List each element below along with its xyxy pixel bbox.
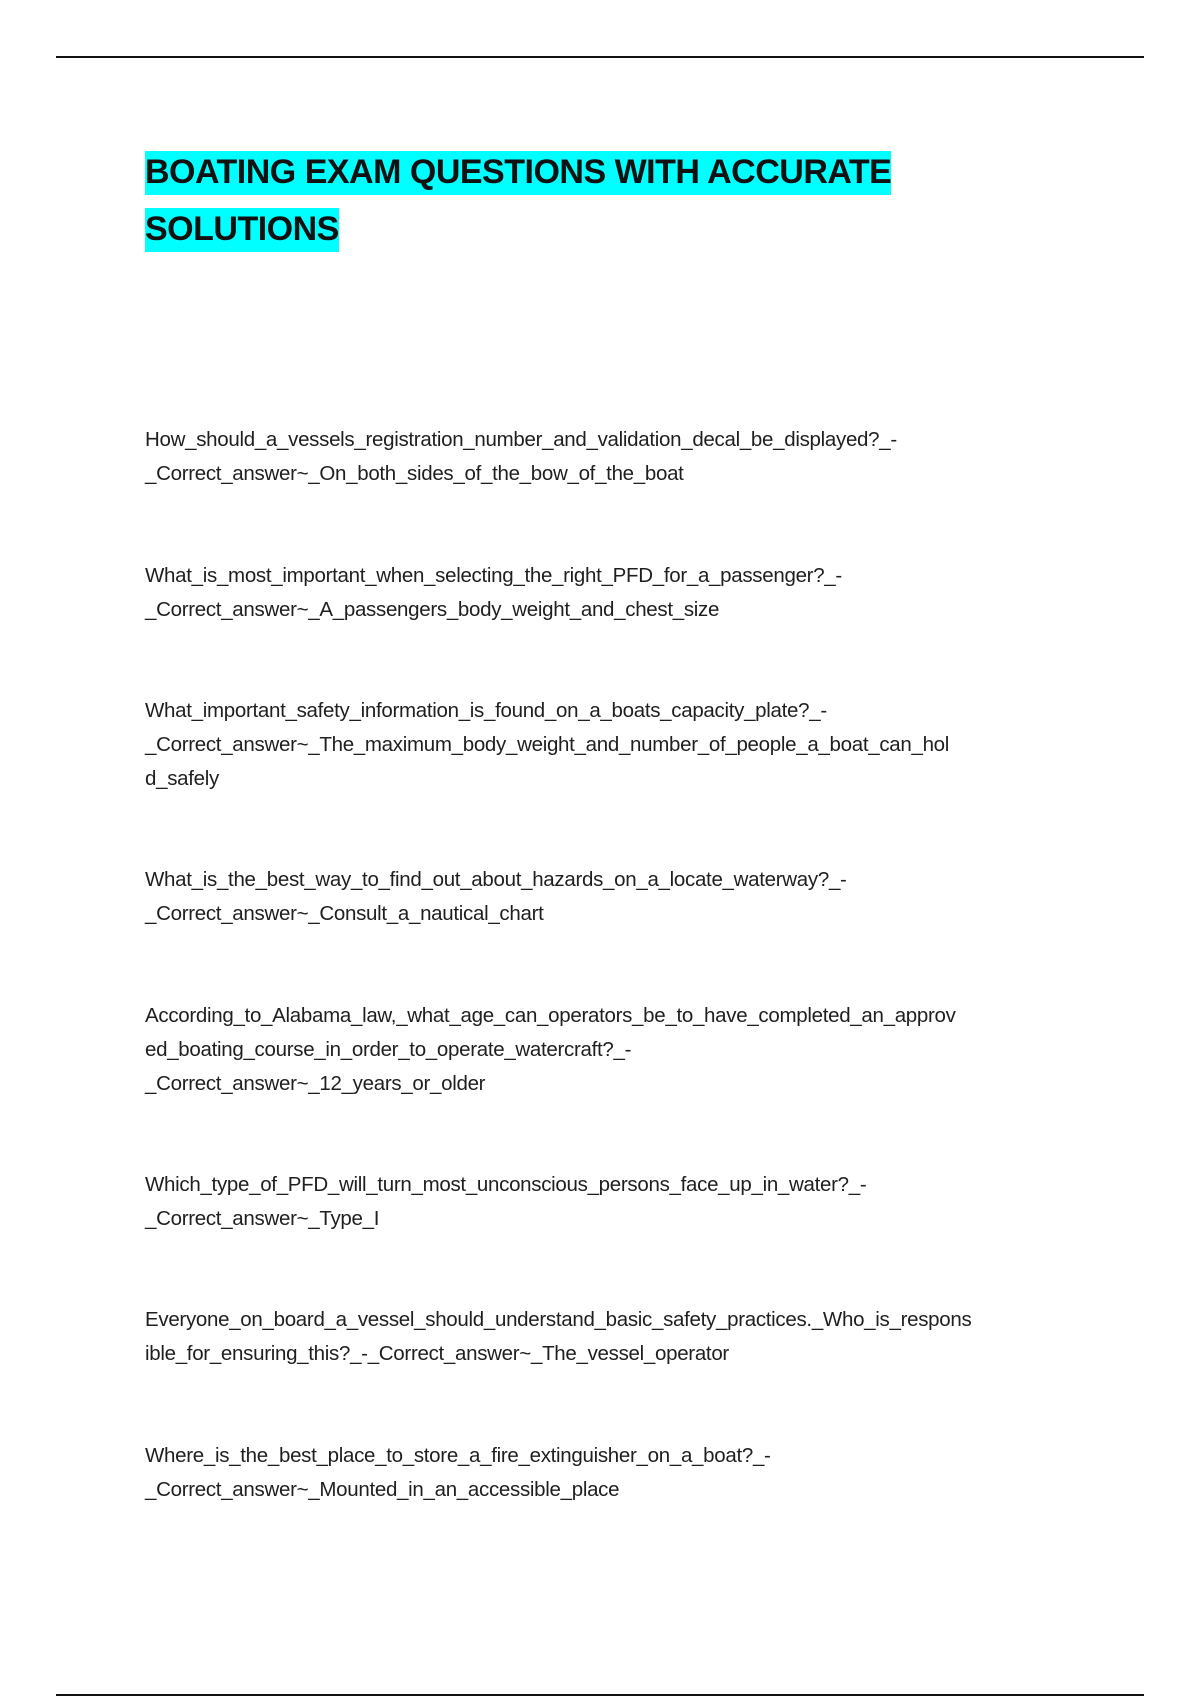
qa-line: d_safely — [145, 767, 219, 790]
qa-item-6 — [145, 1168, 1065, 1236]
qa-line: _Correct_answer~_Mounted_in_an_accessible_place — [145, 1478, 620, 1501]
qa-item-2 — [145, 559, 1065, 627]
qa-line: Which_type_of_PFD_will_turn_most_unconscious_persons_face_up_in_water?_- — [145, 1173, 867, 1196]
qa-line: _Correct_answer~_Type_I — [145, 1207, 380, 1230]
qa-item-7 — [145, 1303, 1065, 1371]
qa-item-4 — [145, 863, 1065, 931]
qa-line: What_important_safety_information_is_found_on_a_boats_capacity_plate?_- — [145, 699, 827, 722]
qa-line: ed_boating_course_in_order_to_operate_watercraft?_- — [145, 1038, 632, 1061]
title-line-2: SOLUTIONS — [145, 208, 339, 252]
qa-line: What_is_most_important_when_selecting_the_right_PFD_for_a_passenger?_- — [145, 564, 842, 587]
qa-line: What_is_the_best_way_to_find_out_about_hazards_on_a_locate_waterway?_- — [145, 868, 847, 891]
qa-item-1 — [145, 423, 1065, 491]
qa-line: _Correct_answer~_A_passengers_body_weight_and_chest_size — [145, 598, 720, 621]
qa-line: _Correct_answer~_Consult_a_nautical_chart — [145, 902, 544, 925]
qa-line: Where_is_the_best_place_to_store_a_fire_extinguisher_on_a_boat?_- — [145, 1444, 771, 1467]
qa-line: Everyone_on_board_a_vessel_should_understand_basic_safety_practices._Who_is_respons — [145, 1308, 972, 1331]
title-line-1: BOATING EXAM QUESTIONS WITH ACCURATE — [145, 151, 891, 195]
qa-line: ible_for_ensuring_this?_-_Correct_answer~_The_vessel_operator — [145, 1342, 729, 1365]
qa-item-8 — [145, 1439, 1065, 1507]
qa-item-5 — [145, 999, 1065, 1101]
qa-line: How_should_a_vessels_registration_number_and_validation_decal_be_displayed?_- — [145, 428, 897, 451]
top-rule — [56, 56, 1144, 58]
bottom-rule — [56, 1694, 1144, 1696]
qa-line: _Correct_answer~_The_maximum_body_weight_and_number_of_people_a_boat_can_hol — [145, 733, 950, 756]
qa-item-3 — [145, 694, 1065, 796]
document-title — [145, 144, 1065, 258]
qa-line: _Correct_answer~_12_years_or_older — [145, 1072, 486, 1095]
qa-line: _Correct_answer~_On_both_sides_of_the_bow_of_the_boat — [145, 462, 684, 485]
qa-line: According_to_Alabama_law,_what_age_can_operators_be_to_have_completed_an_approv — [145, 1004, 956, 1027]
